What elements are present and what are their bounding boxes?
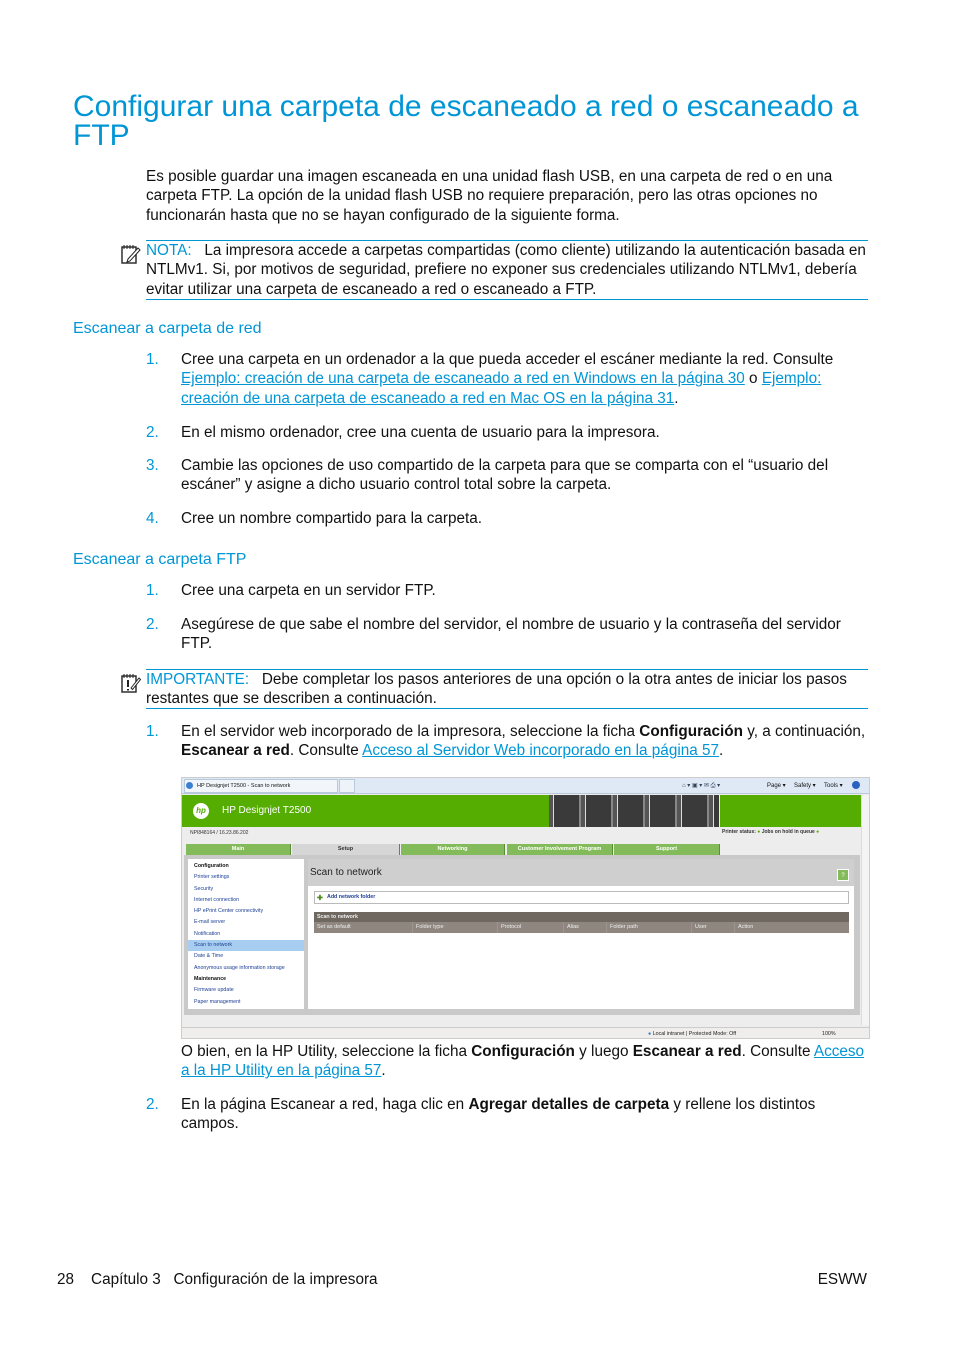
item-text: Cree una carpeta en un servidor FTP. — [181, 582, 436, 599]
col-user: User — [691, 922, 707, 933]
link-windows-example[interactable]: Ejemplo: creación de una carpeta de escaneado a red en Windows en la página 30 — [181, 370, 745, 388]
hp-logo: hp — [193, 803, 209, 819]
bold-text: Configuración — [639, 723, 743, 740]
item-number: 3. — [146, 457, 159, 474]
item-text: y rellene los distintos campos. — [181, 1096, 816, 1133]
item-text: En el mismo ordenador, cree una cuenta de usuario para la impresora. — [181, 424, 660, 441]
item-text: . Consulte — [741, 1043, 814, 1060]
browser-status-bar — [182, 1027, 870, 1039]
heading-network-folder: Escanear a carpeta de red — [73, 320, 262, 337]
tab-customer-program[interactable]: Customer Involvement Program — [507, 844, 613, 855]
link-mac-example[interactable]: Ejemplo: creación de una carpeta de escaneado a red en Mac OS en la página 31 — [181, 370, 822, 407]
list-item — [146, 350, 871, 408]
device-address: NPI848164 / 16.23.86.202 — [190, 830, 249, 836]
bold-text: Agregar detalles de carpeta — [468, 1096, 670, 1113]
sidebar-header-configuration: Configuration — [194, 863, 229, 869]
item-text: Cree un nombre compartido para la carpeta. — [181, 510, 483, 527]
tab-setup[interactable]: Setup — [292, 844, 400, 856]
home-icon[interactable]: ⌂ ▾ ▣ ▾ ✉ ⎙ ▾ — [682, 783, 721, 789]
bold-text: Escanear a red — [632, 1043, 742, 1060]
chapter-label: Capítulo 3 — [91, 1271, 161, 1288]
col-folder-type: Folder type — [412, 922, 444, 933]
heading-ftp-folder: Escanear a carpeta FTP — [73, 551, 247, 568]
intro-paragraph: Es posible guardar una imagen escaneada en una unidad flash USB, en una carpeta de red o en una carpeta FTP. La opción de la unidad flash USB no requiere preparación, pero las otras opciones no funcionarán hasta que no se hayan configurado de la siguiente forma. — [146, 168, 833, 224]
header-banner — [182, 795, 549, 827]
sidebar-header-maintenance: Maintenance — [194, 975, 227, 982]
note-icon — [120, 243, 142, 265]
sidebar-item-firmware-update[interactable]: Firmware update — [194, 987, 234, 994]
list-item — [146, 423, 871, 442]
sidebar-item-security[interactable]: Security — [194, 885, 214, 892]
list-item — [146, 509, 871, 528]
settings-sidebar — [188, 859, 304, 1009]
step-item — [146, 722, 871, 761]
menu-page[interactable]: Page ▾ — [767, 783, 786, 789]
item-text: y, a continuación, — [742, 723, 866, 740]
list-item — [146, 456, 871, 495]
note-label: NOTA: — [146, 242, 192, 259]
sidebar-item-email-server[interactable]: E-mail server — [194, 919, 226, 926]
tab-main[interactable]: Main — [186, 844, 291, 855]
list-item — [146, 615, 871, 654]
globe-icon: ● — [648, 1031, 652, 1037]
add-folder-label: Add network folder — [327, 894, 376, 900]
menu-safety[interactable]: Safety ▾ — [794, 783, 816, 789]
item-text: . — [381, 1062, 386, 1080]
col-alias: Alias — [563, 922, 579, 933]
page-title: Configurar una carpeta de escaneado a red o escaneado a FTP — [73, 90, 859, 152]
note-text: La impresora accede a carpetas compartidas (como cliente) utilizando la autenticación basada en NTLMv1. Si, por motivos de seguridad, prefiere no exponer sus credenciales utilizando NTLMv1, debería evitar utilizar una carpeta de escaneado a red o escaneado a FTP. — [146, 242, 866, 298]
tab-support[interactable]: Support — [614, 844, 720, 855]
printer-status-label: Printer status: — [722, 829, 756, 835]
bold-text: Configuración — [471, 1043, 575, 1060]
item-text: Cambie las opciones de uso compartido de la carpeta para que se comparta con el “usuario del escáner” y asigne a dicho usuario control total sobre la carpeta. — [181, 457, 829, 494]
item-number: 1. — [146, 582, 159, 599]
status-ok-icon: ● — [757, 829, 761, 835]
col-folder-path: Folder path — [606, 922, 638, 933]
product-name: HP Designjet T2500 — [222, 805, 312, 816]
sidebar-item-paper-management[interactable]: Paper management — [194, 998, 241, 1005]
printer-status-value: Jobs on hold in queue — [761, 829, 815, 835]
security-zone: Local intranet | Protected Mode: Off — [652, 1031, 737, 1037]
browser-toolbar — [182, 778, 870, 794]
panel-title: Scan to network — [310, 867, 382, 878]
main-panel — [308, 859, 854, 1009]
browser-tab[interactable]: HP Designjet T2500 - Scan to network — [184, 779, 338, 793]
link-hp-utility[interactable]: Acceso a la HP Utility en la página 57 — [181, 1043, 865, 1080]
important-icon — [120, 672, 142, 694]
step-item — [146, 1095, 871, 1134]
item-number: 2. — [146, 424, 159, 441]
item-text: . — [674, 389, 679, 407]
note-box — [146, 240, 868, 300]
col-set-default: Set as default — [317, 924, 351, 930]
bold-text: Escanear a red — [181, 742, 290, 760]
col-protocol: Protocol — [497, 922, 521, 933]
sidebar-item-internet-connection[interactable]: Internet connection — [194, 896, 240, 903]
item-number: 2. — [146, 616, 159, 633]
important-text: Debe completar los pasos anteriores de una opción o la otra antes de iniciar los pasos restantes que se describen a continuación. — [146, 671, 847, 708]
sidebar-item-anonymous-usage[interactable]: Anonymous usage information storage — [194, 964, 285, 971]
add-network-folder-button[interactable] — [314, 891, 849, 904]
ews-screenshot — [181, 777, 870, 1039]
item-text: o — [744, 370, 762, 388]
important-box — [146, 669, 868, 709]
sidebar-item-date-time[interactable]: Date & Time — [194, 953, 224, 960]
item-number: 2. — [146, 1096, 159, 1113]
item-text: . — [719, 742, 724, 760]
sidebar-item-notification[interactable]: Notification — [194, 930, 221, 937]
item-text: y luego — [574, 1043, 633, 1060]
help-icon[interactable] — [852, 781, 860, 789]
table-title: Scan to network — [314, 912, 849, 922]
scrollbar[interactable] — [861, 795, 870, 1025]
item-text: Cree una carpeta en un ordenador a la que pueda acceder el escáner mediante la red. Consulte — [181, 351, 834, 368]
page-footer — [57, 1271, 867, 1289]
item-number: 1. — [146, 351, 159, 368]
help-button[interactable]: ? — [837, 869, 849, 881]
menu-tools[interactable]: Tools ▾ — [824, 783, 843, 789]
important-label: IMPORTANTE: — [146, 671, 250, 688]
footer-locale: ESWW — [817, 1271, 867, 1288]
header-banner-right — [720, 795, 861, 827]
sidebar-item-scan-to-network[interactable]: Scan to network — [188, 940, 304, 951]
list-item — [146, 581, 871, 600]
new-tab-button[interactable] — [339, 779, 355, 793]
item-number: 4. — [146, 510, 159, 527]
item-text: En la página Escanear a red, haga clic en — [181, 1096, 469, 1113]
sidebar-item-eprint[interactable]: HP ePrint Center connectivity — [194, 908, 264, 915]
content-area — [184, 855, 860, 1015]
item-text: . Consulte — [289, 742, 363, 760]
zoom-level[interactable]: 100% — [822, 1031, 836, 1037]
item-text: Asegúrese de que sabe el nombre del servidor, el nombre de usuario y la contraseña del servidor FTP. — [181, 616, 841, 653]
tab-networking[interactable]: Networking — [401, 844, 505, 855]
refresh-icon[interactable]: ● — [816, 829, 820, 835]
after-screenshot-text — [181, 1042, 871, 1081]
item-number: 1. — [146, 723, 159, 740]
ie-icon — [186, 782, 193, 789]
chapter-title: Configuración de la impresora — [173, 1271, 378, 1288]
col-action: Action — [734, 922, 753, 933]
printer-image — [549, 795, 719, 827]
table-header — [314, 922, 849, 933]
item-text: En el servidor web incorporado de la impresora, seleccione la ficha — [181, 723, 640, 740]
link-ews-access[interactable]: Acceso al Servidor Web incorporado en la página 57 — [362, 742, 720, 760]
sidebar-item-printer-settings[interactable]: Printer settings — [194, 874, 230, 881]
page-number: 28 — [57, 1271, 75, 1288]
add-folder-icon: ✚ — [317, 895, 323, 902]
item-text: O bien, en la HP Utility, seleccione la ficha — [181, 1043, 472, 1060]
